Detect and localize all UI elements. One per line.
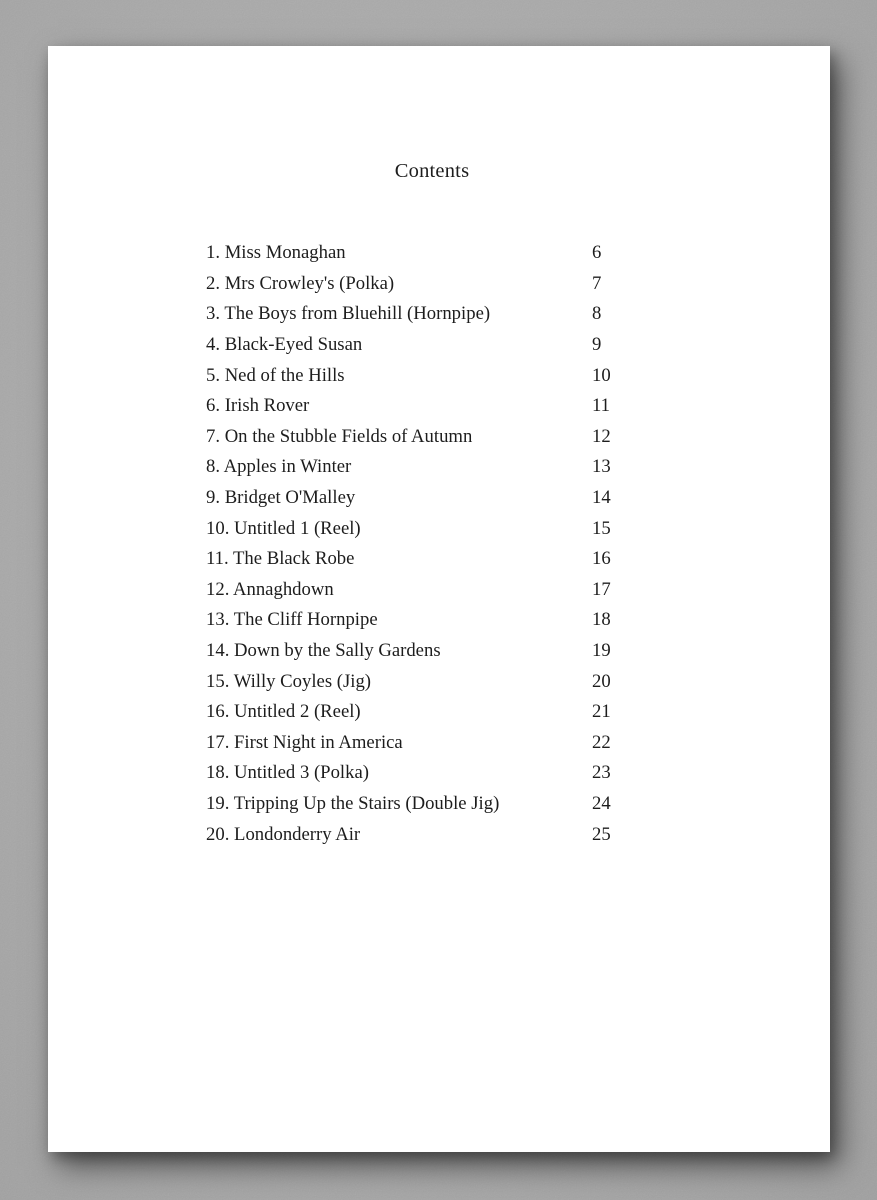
toc-entry-page: 12 bbox=[592, 425, 611, 447]
toc-entry-title: 20. Londonderry Air bbox=[206, 823, 361, 845]
toc-row bbox=[206, 513, 766, 544]
toc-entry-page: 10 bbox=[592, 364, 611, 386]
toc-entry-page: 23 bbox=[592, 762, 611, 784]
toc-row bbox=[206, 544, 766, 575]
toc-entry-title: 15. Willy Coyles (Jig) bbox=[206, 670, 372, 692]
toc-entry-title: 7. On the Stubble Fields of Autumn bbox=[206, 425, 473, 447]
toc-entry-page: 20 bbox=[592, 670, 611, 692]
toc-entry-title: 8. Apples in Winter bbox=[206, 456, 352, 478]
toc-entry-page: 8 bbox=[592, 303, 602, 325]
table-of-contents bbox=[206, 238, 766, 850]
toc-entry-title: 5. Ned of the Hills bbox=[206, 364, 345, 386]
toc-row bbox=[206, 605, 766, 636]
toc-row bbox=[206, 483, 766, 514]
toc-row bbox=[206, 666, 766, 697]
toc-entry-page: 19 bbox=[592, 640, 611, 662]
toc-entry-page: 6 bbox=[592, 242, 602, 264]
toc-entry-title: 1. Miss Monaghan bbox=[206, 242, 346, 264]
toc-row bbox=[206, 819, 766, 850]
toc-entry-title: 2. Mrs Crowley's (Polka) bbox=[206, 272, 395, 294]
toc-entry-page: 13 bbox=[592, 456, 611, 478]
toc-row bbox=[206, 422, 766, 453]
toc-entry-page: 25 bbox=[592, 823, 611, 845]
toc-row bbox=[206, 636, 766, 667]
toc-row bbox=[206, 758, 766, 789]
toc-entry-page: 9 bbox=[592, 334, 602, 356]
toc-entry-page: 15 bbox=[592, 517, 611, 539]
toc-entry-page: 17 bbox=[592, 578, 611, 600]
toc-entry-title: 19. Tripping Up the Stairs (Double Jig) bbox=[206, 792, 500, 814]
toc-entry-title: 13. The Cliff Hornpipe bbox=[206, 609, 378, 631]
toc-entry-page: 7 bbox=[592, 272, 602, 294]
toc-entry-title: 17. First Night in America bbox=[206, 731, 403, 753]
toc-row bbox=[206, 330, 766, 361]
toc-row bbox=[206, 697, 766, 728]
toc-row bbox=[206, 452, 766, 483]
toc-row bbox=[206, 299, 766, 330]
toc-entry-title: 16. Untitled 2 (Reel) bbox=[206, 701, 361, 723]
toc-row bbox=[206, 269, 766, 300]
toc-entry-title: 4. Black-Eyed Susan bbox=[206, 334, 363, 356]
toc-entry-title: 6. Irish Rover bbox=[206, 395, 310, 417]
toc-row bbox=[206, 728, 766, 759]
toc-entry-title: 3. The Boys from Bluehill (Hornpipe) bbox=[206, 303, 491, 325]
toc-entry-title: 9. Bridget O'Malley bbox=[206, 487, 356, 509]
page-title: Contents bbox=[394, 160, 470, 182]
toc-entry-page: 22 bbox=[592, 731, 611, 753]
toc-entry-page: 24 bbox=[592, 792, 611, 814]
toc-entry-title: 14. Down by the Sally Gardens bbox=[206, 640, 441, 662]
toc-row bbox=[206, 391, 766, 422]
toc-row bbox=[206, 360, 766, 391]
toc-entry-title: 12. Annaghdown bbox=[206, 578, 334, 600]
toc-row bbox=[206, 789, 766, 820]
toc-row bbox=[206, 238, 766, 269]
toc-entry-title: 11. The Black Robe bbox=[206, 548, 355, 570]
toc-entry-page: 21 bbox=[592, 701, 611, 723]
document-page bbox=[48, 46, 830, 1152]
toc-entry-title: 18. Untitled 3 (Polka) bbox=[206, 762, 369, 784]
toc-entry-page: 18 bbox=[592, 609, 611, 631]
toc-entry-page: 11 bbox=[592, 395, 610, 417]
toc-entry-title: 10. Untitled 1 (Reel) bbox=[206, 517, 361, 539]
toc-entry-page: 14 bbox=[592, 487, 611, 509]
toc-entry-page: 16 bbox=[592, 548, 611, 570]
toc-row bbox=[206, 575, 766, 606]
